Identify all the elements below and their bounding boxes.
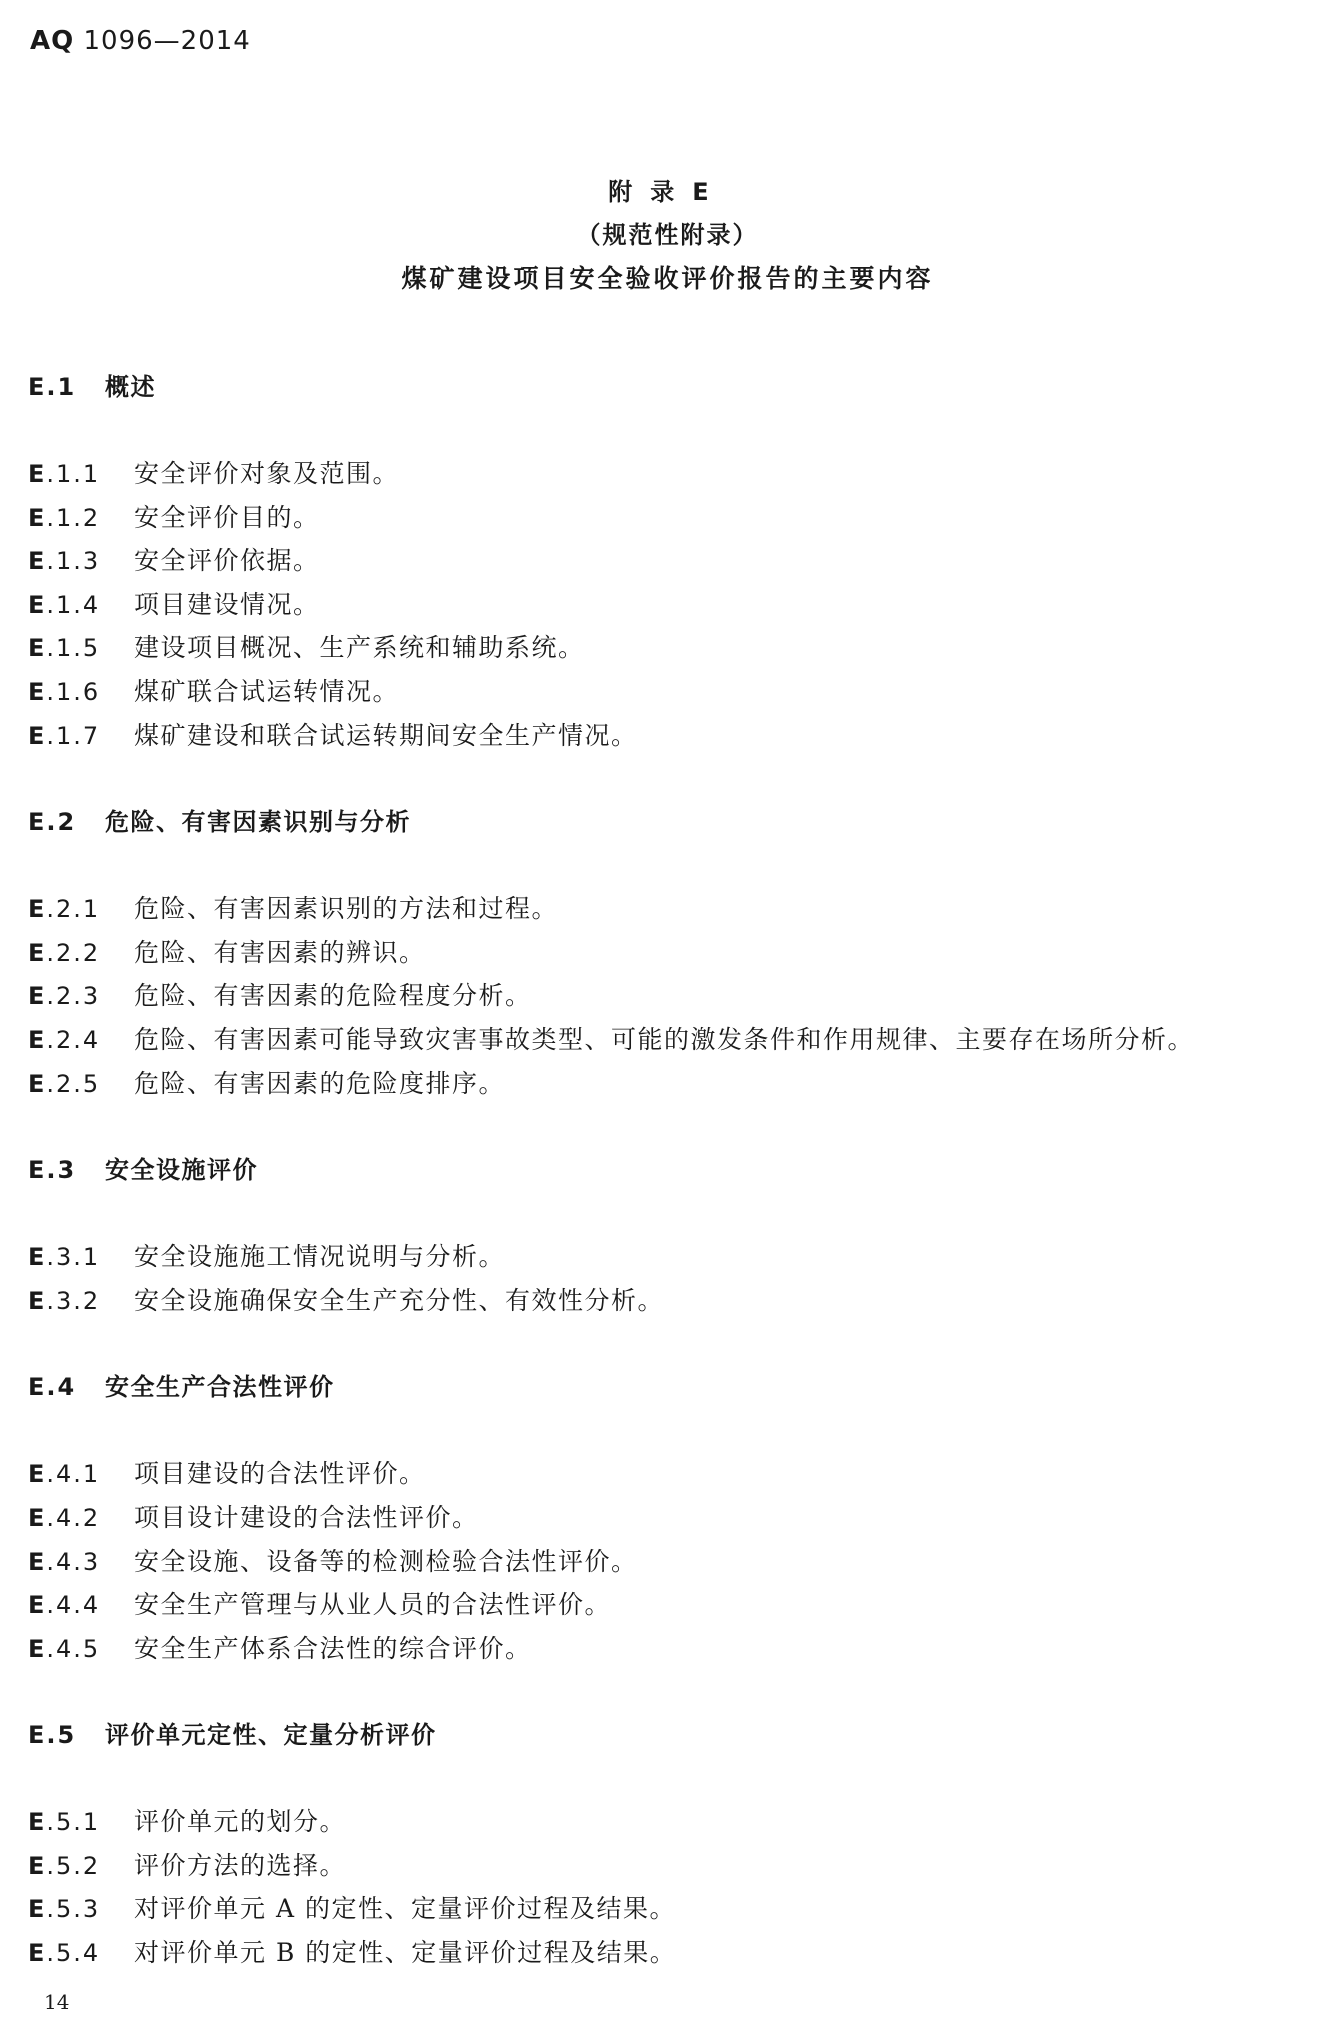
item-number bbox=[28, 671, 134, 715]
section-number-prefix: E bbox=[28, 808, 47, 837]
section bbox=[28, 800, 1308, 1105]
list-item bbox=[28, 583, 1308, 627]
list-item bbox=[28, 1062, 1308, 1106]
page-number: 14 bbox=[44, 1990, 70, 2014]
item-text: 对评价单元 A 的定性、定量评价过程及结果。 bbox=[134, 1894, 676, 1924]
section-number bbox=[28, 1148, 105, 1192]
item-text: 安全评价对象及范围。 bbox=[134, 459, 400, 488]
item-number-rest: .3.2 bbox=[46, 1286, 101, 1315]
item-number-rest: .4.2 bbox=[46, 1503, 101, 1532]
list-item bbox=[28, 496, 1308, 540]
section-items bbox=[28, 1452, 1308, 1670]
section-number-rest: .3 bbox=[46, 1156, 77, 1185]
list-item bbox=[28, 1931, 1308, 1975]
section-number-prefix: E bbox=[28, 373, 47, 401]
section-title: 评价单元定性、定量分析评价 bbox=[105, 1721, 437, 1750]
item-text: 安全评价依据。 bbox=[134, 546, 320, 576]
item-number-prefix: E bbox=[28, 1503, 47, 1532]
item-number-rest: .1.1 bbox=[46, 460, 101, 488]
section-heading bbox=[28, 800, 1308, 844]
item-text: 危险、有害因素识别的方法和过程。 bbox=[134, 894, 559, 924]
item-number-rest: .5.3 bbox=[46, 1895, 101, 1924]
section bbox=[28, 1713, 1308, 1974]
item-number-rest: .5.4 bbox=[46, 1939, 101, 1968]
section-number-rest: .1 bbox=[46, 373, 77, 401]
item-number-prefix: E bbox=[28, 503, 47, 532]
item-text: 安全设施、设备等的检测检验合法性评价。 bbox=[134, 1546, 638, 1576]
item-number-prefix: E bbox=[28, 1591, 47, 1620]
section-title: 安全生产合法性评价 bbox=[105, 1373, 335, 1402]
item-number-prefix: E bbox=[28, 460, 47, 488]
item-text: 危险、有害因素可能导致灾害事故类型、可能的激发条件和作用规律、主要存在场所分析。 bbox=[134, 1024, 1195, 1054]
item-text: 安全生产管理与从业人员的合法性评价。 bbox=[134, 1590, 612, 1620]
list-item bbox=[28, 1018, 1308, 1062]
list-item bbox=[28, 1844, 1308, 1888]
list-item bbox=[28, 670, 1308, 714]
list-item bbox=[28, 1800, 1308, 1844]
item-number-prefix: E bbox=[28, 895, 47, 924]
list-item bbox=[28, 1887, 1308, 1931]
annex-label: 附录E bbox=[608, 178, 727, 206]
item-number bbox=[28, 888, 134, 932]
item-number bbox=[28, 1280, 134, 1324]
list-item bbox=[28, 539, 1308, 583]
item-number-prefix: E bbox=[28, 677, 47, 706]
item-number-prefix: E bbox=[28, 938, 47, 967]
item-number-prefix: E bbox=[28, 1069, 47, 1098]
item-number-rest: .2.5 bbox=[46, 1069, 101, 1098]
section-number bbox=[28, 365, 105, 409]
item-number-prefix: E bbox=[28, 1025, 47, 1054]
section-number bbox=[28, 1713, 105, 1757]
item-text: 危险、有害因素的危险度排序。 bbox=[134, 1068, 506, 1098]
section-items bbox=[28, 887, 1308, 1105]
item-number-rest: .1.6 bbox=[46, 677, 101, 706]
list-item bbox=[28, 1583, 1308, 1627]
item-number bbox=[28, 1063, 134, 1107]
item-text: 安全生产体系合法性的综合评价。 bbox=[134, 1633, 532, 1663]
section-heading bbox=[28, 365, 1308, 409]
item-number-rest: .5.1 bbox=[46, 1808, 101, 1837]
item-number bbox=[28, 1019, 134, 1063]
item-number-rest: .4.3 bbox=[46, 1547, 101, 1576]
item-number bbox=[28, 1453, 134, 1497]
list-item bbox=[28, 1279, 1308, 1323]
section bbox=[28, 1365, 1308, 1670]
item-number-prefix: E bbox=[28, 1286, 47, 1315]
item-number bbox=[28, 627, 134, 671]
item-text: 安全设施确保安全生产充分性、有效性分析。 bbox=[134, 1285, 665, 1315]
section-number-rest: .5 bbox=[46, 1721, 77, 1750]
item-text: 煤矿联合试运转情况。 bbox=[134, 676, 400, 706]
item-number-prefix: E bbox=[28, 634, 47, 663]
item-number bbox=[28, 715, 134, 759]
item-number-rest: .2.3 bbox=[46, 982, 101, 1011]
annex-kind: （规范性附录） bbox=[576, 221, 759, 249]
list-item bbox=[28, 931, 1308, 975]
section-number-prefix: E bbox=[28, 1721, 47, 1750]
standard-prefix: AQ bbox=[30, 26, 75, 56]
item-text: 评价单元的划分。 bbox=[134, 1807, 347, 1837]
annex-title: 煤矿建设项目安全验收评价报告的主要内容 bbox=[401, 264, 934, 293]
item-text: 对评价单元 B 的定性、定量评价过程及结果。 bbox=[134, 1938, 677, 1968]
item-number-prefix: E bbox=[28, 1939, 47, 1968]
item-text: 安全设施施工情况说明与分析。 bbox=[134, 1242, 506, 1272]
list-item bbox=[28, 626, 1308, 670]
item-number-prefix: E bbox=[28, 1895, 47, 1924]
section-heading bbox=[28, 1365, 1308, 1409]
item-number-prefix: E bbox=[28, 1808, 47, 1837]
item-number bbox=[28, 975, 134, 1019]
item-number-prefix: E bbox=[28, 590, 47, 619]
section-number-prefix: E bbox=[28, 1156, 47, 1185]
section-number bbox=[28, 800, 105, 844]
item-number bbox=[28, 1236, 134, 1280]
standard-code-header bbox=[30, 26, 251, 56]
item-text: 煤矿建设和联合试运转期间安全生产情况。 bbox=[134, 720, 638, 750]
list-item bbox=[28, 974, 1308, 1018]
item-number bbox=[28, 1497, 134, 1541]
item-text: 项目设计建设的合法性评价。 bbox=[134, 1502, 479, 1532]
item-number-rest: .1.3 bbox=[46, 547, 101, 576]
standard-code: 1096—2014 bbox=[83, 26, 251, 56]
item-number bbox=[28, 1628, 134, 1672]
item-number-rest: .1.5 bbox=[46, 634, 101, 663]
list-item bbox=[28, 887, 1308, 931]
item-text: 项目建设情况。 bbox=[134, 589, 320, 619]
section-number-prefix: E bbox=[28, 1373, 47, 1402]
list-item bbox=[28, 1496, 1308, 1540]
item-number-rest: .4.1 bbox=[46, 1460, 101, 1489]
item-number-rest: .4.5 bbox=[46, 1634, 101, 1663]
item-number-rest: .2.2 bbox=[46, 938, 101, 967]
item-number-rest: .4.4 bbox=[46, 1591, 101, 1620]
item-text: 评价方法的选择。 bbox=[134, 1850, 347, 1880]
item-text: 危险、有害因素的危险程度分析。 bbox=[134, 981, 532, 1011]
item-number bbox=[28, 497, 134, 541]
section-number bbox=[28, 1365, 105, 1409]
item-number bbox=[28, 1932, 134, 1976]
item-number-prefix: E bbox=[28, 721, 47, 750]
section bbox=[28, 1148, 1308, 1322]
section-title: 危险、有害因素识别与分析 bbox=[105, 808, 411, 837]
item-number bbox=[28, 932, 134, 976]
list-item bbox=[28, 1540, 1308, 1584]
item-number-prefix: E bbox=[28, 1460, 47, 1489]
item-number-rest: .1.4 bbox=[46, 590, 101, 619]
item-number-rest: .5.2 bbox=[46, 1851, 101, 1880]
item-text: 安全评价目的。 bbox=[134, 502, 320, 532]
item-number-prefix: E bbox=[28, 547, 47, 576]
item-number-prefix: E bbox=[28, 1851, 47, 1880]
section-items bbox=[28, 452, 1308, 757]
item-number-rest: .2.1 bbox=[46, 895, 101, 924]
section-items bbox=[28, 1800, 1308, 1974]
item-number bbox=[28, 1541, 134, 1585]
item-number-prefix: E bbox=[28, 982, 47, 1011]
list-item bbox=[28, 1452, 1308, 1496]
item-number bbox=[28, 540, 134, 584]
list-item bbox=[28, 452, 1308, 496]
list-item bbox=[28, 714, 1308, 758]
item-number-prefix: E bbox=[28, 1634, 47, 1663]
item-number bbox=[28, 1584, 134, 1628]
item-number-rest: .1.2 bbox=[46, 503, 101, 532]
list-item bbox=[28, 1235, 1308, 1279]
item-number bbox=[28, 1888, 134, 1932]
item-text: 危险、有害因素的辨识。 bbox=[134, 937, 426, 967]
item-number-prefix: E bbox=[28, 1243, 47, 1272]
item-text: 项目建设的合法性评价。 bbox=[134, 1459, 426, 1489]
section-title: 概述 bbox=[105, 373, 156, 401]
list-item bbox=[28, 1627, 1308, 1671]
item-number-rest: .1.7 bbox=[46, 721, 101, 750]
section-number-rest: .2 bbox=[46, 808, 77, 837]
section-items bbox=[28, 1235, 1308, 1322]
item-number bbox=[28, 1845, 134, 1889]
item-text: 建设项目概况、生产系统和辅助系统。 bbox=[134, 633, 585, 663]
item-number bbox=[28, 453, 134, 497]
section bbox=[28, 365, 1308, 757]
document-body bbox=[28, 365, 1308, 2018]
item-number bbox=[28, 584, 134, 628]
section-number-rest: .4 bbox=[46, 1373, 77, 1402]
section-heading bbox=[28, 1713, 1308, 1757]
section-title: 安全设施评价 bbox=[105, 1156, 258, 1185]
item-number-prefix: E bbox=[28, 1547, 47, 1576]
item-number-rest: .3.1 bbox=[46, 1243, 101, 1272]
item-number bbox=[28, 1801, 134, 1845]
section-heading bbox=[28, 1148, 1308, 1192]
item-number-rest: .2.4 bbox=[46, 1025, 101, 1054]
